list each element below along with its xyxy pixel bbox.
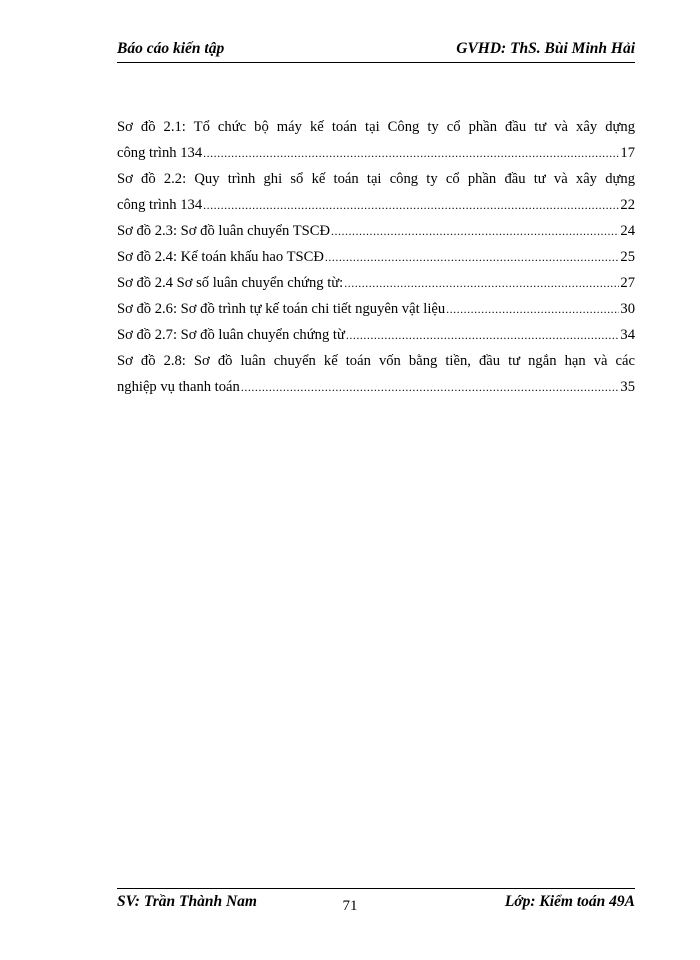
toc-entry-title-line: Sơ đồ 2.1: Tổ chức bộ máy kế toán tại Công ty cổ phần đầu tư và xây dựng <box>117 119 635 135</box>
toc-entry-title: nghiệp vụ thanh toán <box>117 379 240 395</box>
toc-entry-2-6[interactable] <box>117 296 635 322</box>
toc-entry-2-7[interactable] <box>117 322 635 348</box>
toc-entry-page: 22 <box>620 197 635 213</box>
dot-leader <box>446 296 619 322</box>
toc-entry-page: 25 <box>620 249 635 265</box>
dot-leader <box>241 374 620 400</box>
page-number: 71 <box>342 898 358 914</box>
toc-entry-2-2[interactable] <box>117 166 635 218</box>
toc-entry-2-3[interactable] <box>117 218 635 244</box>
toc-entry-title: Sơ đồ 2.4 Sơ số luân chuyển chứng từ: <box>117 275 344 291</box>
toc-entry-title: Sơ đồ 2.4: Kế toán khấu hao TSCĐ <box>117 249 324 265</box>
toc-entry-page: 24 <box>620 223 635 239</box>
supervisor-name: GVHD: ThS. Bùi Minh Hải <box>456 40 635 57</box>
dot-leader <box>346 322 620 348</box>
toc-entry-2-4b[interactable] <box>117 270 635 296</box>
toc-entry-title: Sơ đồ 2.7: Sơ đồ luân chuyển chứng từ <box>117 327 345 343</box>
class-name: Lớp: Kiểm toán 49A <box>504 893 635 910</box>
report-title: Báo cáo kiến tập <box>117 40 225 57</box>
dot-leader <box>203 140 619 166</box>
toc-entry-page: 27 <box>620 275 635 291</box>
toc-entry-title: Sơ đồ 2.3: Sơ đồ luân chuyển TSCĐ <box>117 223 330 239</box>
toc-entry-title: công trình 134 <box>117 197 203 213</box>
dot-leader <box>325 244 620 270</box>
toc-entry-2-8[interactable] <box>117 348 635 400</box>
toc-entry-title-line: Sơ đồ 2.2: Quy trình ghi sổ kế toán tại công ty cổ phần đầu tư và xây dựng <box>117 171 635 187</box>
table-of-figures <box>117 114 635 400</box>
toc-entry-2-1[interactable] <box>117 114 635 166</box>
toc-entry-page: 17 <box>620 145 635 161</box>
student-name: SV: Trần Thành Nam <box>117 893 257 910</box>
toc-entry-page: 35 <box>620 379 635 395</box>
toc-entry-title: công trình 134 <box>117 145 203 161</box>
toc-entry-page: 30 <box>620 301 635 317</box>
toc-entry-title-line: Sơ đồ 2.8: Sơ đồ luân chuyển kế toán vốn bằng tiền, đầu tư ngắn hạn và các <box>117 353 635 369</box>
toc-entry-page: 34 <box>620 327 635 343</box>
dot-leader <box>331 218 619 244</box>
dot-leader <box>344 270 619 296</box>
toc-entry-2-4[interactable] <box>117 244 635 270</box>
dot-leader <box>203 192 619 218</box>
page-header <box>117 40 635 63</box>
toc-entry-title: Sơ đồ 2.6: Sơ đồ trình tự kế toán chi tiết nguyên vật liệu <box>117 301 446 317</box>
